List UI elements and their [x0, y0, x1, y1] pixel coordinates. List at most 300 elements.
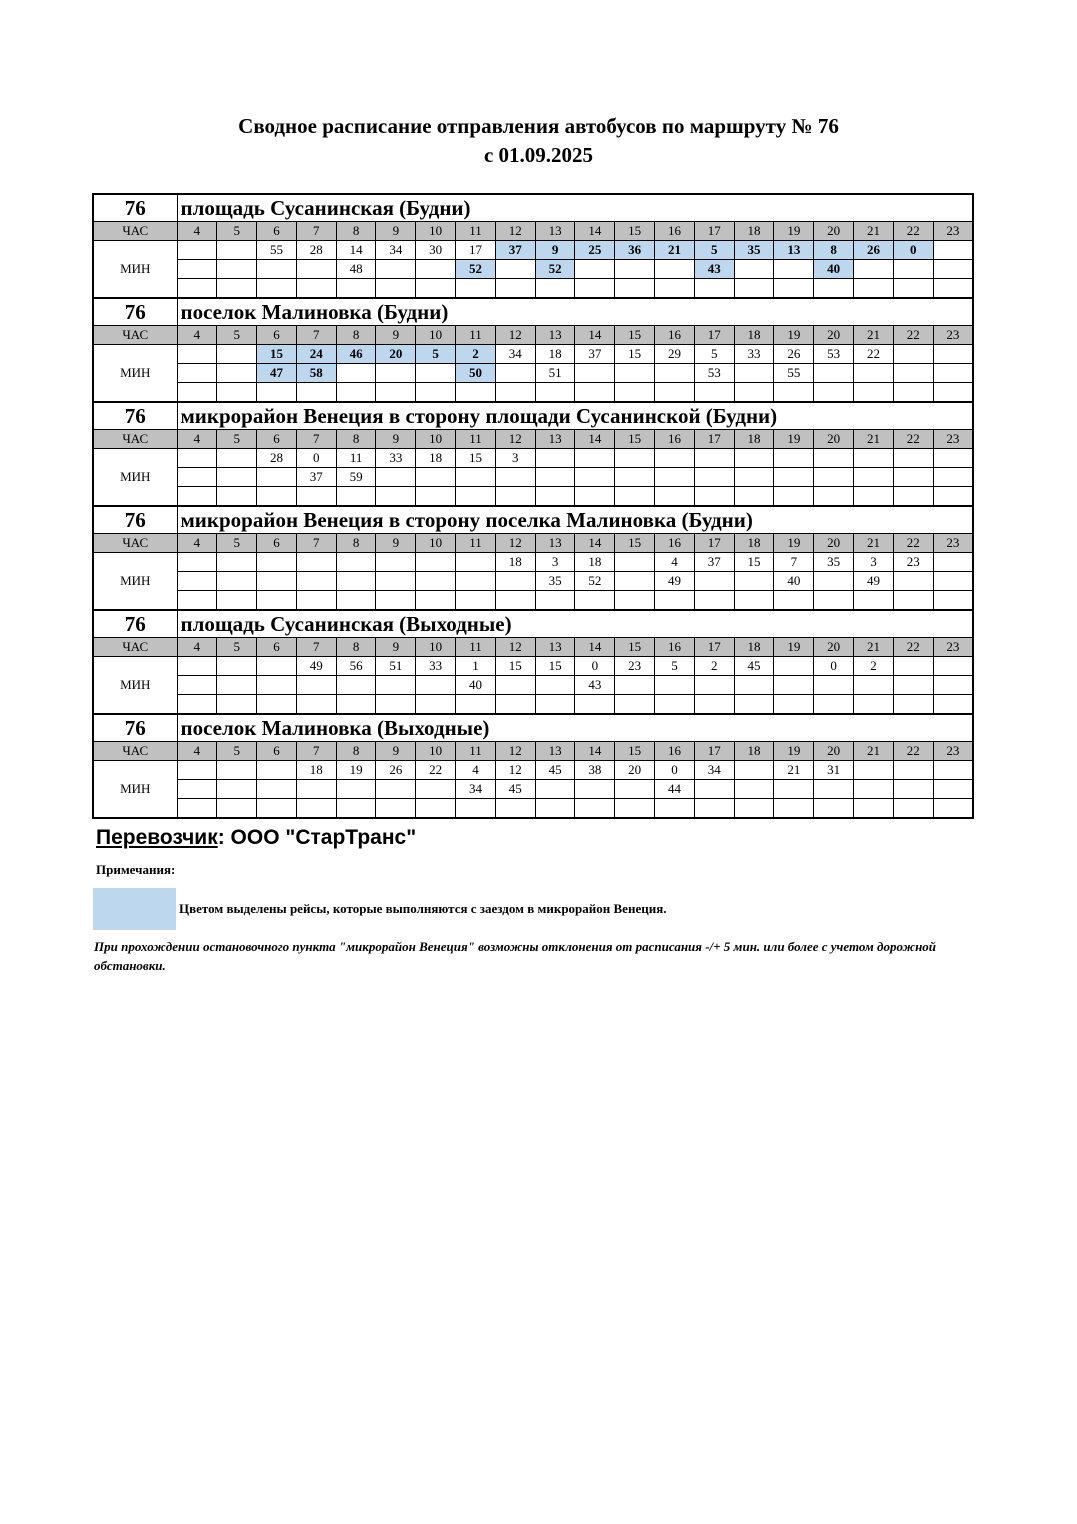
minute-row — [93, 761, 973, 780]
minute-cell: 33 — [734, 345, 774, 364]
hour-cell: 23 — [933, 638, 973, 657]
minute-cell — [694, 468, 734, 487]
hour-cell: 12 — [495, 638, 535, 657]
minute-row — [93, 260, 973, 279]
minute-cell — [495, 676, 535, 695]
route-name: площадь Сусанинская (Будни) — [177, 194, 973, 222]
hour-cell: 17 — [694, 638, 734, 657]
minute-cell — [814, 468, 854, 487]
minute-row — [93, 383, 973, 403]
hour-cell: 16 — [655, 534, 695, 553]
minute-cell — [933, 657, 973, 676]
minute-cell: 0 — [575, 657, 615, 676]
minute-cell: 49 — [296, 657, 336, 676]
minute-cell: 18 — [416, 449, 456, 468]
minute-cell: 34 — [694, 761, 734, 780]
minute-cell — [416, 780, 456, 799]
minute-cell — [774, 799, 814, 819]
minute-cell — [217, 468, 257, 487]
minute-cell — [854, 780, 894, 799]
minute-cell — [456, 279, 496, 299]
hour-cell: 14 — [575, 534, 615, 553]
hour-cell: 6 — [257, 430, 297, 449]
minute-cell — [734, 676, 774, 695]
minute-cell — [814, 695, 854, 715]
minute-cell: 20 — [615, 761, 655, 780]
minute-cell — [694, 780, 734, 799]
minute-cell — [933, 761, 973, 780]
minute-cell — [933, 260, 973, 279]
hour-cell: 13 — [535, 638, 575, 657]
hour-cell: 6 — [257, 326, 297, 345]
minute-label: МИН — [93, 345, 177, 403]
minute-cell — [854, 591, 894, 611]
minute-cell — [177, 657, 217, 676]
minute-cell — [575, 468, 615, 487]
minute-cell: 34 — [456, 780, 496, 799]
minute-cell — [217, 572, 257, 591]
minute-cell: 51 — [376, 657, 416, 676]
minute-cell: 23 — [615, 657, 655, 676]
minute-cell — [615, 487, 655, 507]
hour-cell: 4 — [177, 326, 217, 345]
minute-cell — [734, 468, 774, 487]
minute-cell: 22 — [854, 345, 894, 364]
hour-cell: 15 — [615, 742, 655, 761]
minute-cell — [336, 487, 376, 507]
minute-cell: 13 — [774, 241, 814, 260]
minute-cell — [655, 695, 695, 715]
minute-cell — [535, 279, 575, 299]
minute-cell — [296, 799, 336, 819]
hour-cell: 13 — [535, 742, 575, 761]
minute-cell — [495, 383, 535, 403]
hour-cell: 11 — [456, 326, 496, 345]
hour-cell: 18 — [734, 430, 774, 449]
route-name: поселок Малиновка (Будни) — [177, 298, 973, 326]
hour-cell: 17 — [694, 742, 734, 761]
hour-cell: 11 — [456, 742, 496, 761]
minute-cell: 15 — [734, 553, 774, 572]
minute-cell — [257, 657, 297, 676]
hour-cell: 20 — [814, 326, 854, 345]
minute-cell — [177, 449, 217, 468]
minute-cell — [774, 695, 814, 715]
minute-cell — [933, 799, 973, 819]
minute-cell — [893, 260, 933, 279]
minute-cell — [495, 279, 535, 299]
minute-cell: 47 — [257, 364, 297, 383]
hour-cell: 16 — [655, 326, 695, 345]
hour-row — [93, 222, 973, 241]
hour-cell: 17 — [694, 430, 734, 449]
hour-cell: 7 — [296, 742, 336, 761]
minute-cell — [854, 761, 894, 780]
minute-cell — [774, 591, 814, 611]
hour-cell: 5 — [217, 326, 257, 345]
minute-cell — [177, 487, 217, 507]
minute-cell — [177, 780, 217, 799]
hour-cell: 23 — [933, 534, 973, 553]
minute-cell — [933, 591, 973, 611]
minute-cell — [416, 383, 456, 403]
route-header — [93, 402, 973, 430]
hour-cell: 19 — [774, 430, 814, 449]
hour-cell: 19 — [774, 326, 814, 345]
minute-cell — [416, 279, 456, 299]
hour-cell: 20 — [814, 742, 854, 761]
minute-cell — [456, 487, 496, 507]
minute-cell — [416, 695, 456, 715]
minute-row — [93, 676, 973, 695]
hour-cell: 15 — [615, 430, 655, 449]
route-number: 76 — [93, 506, 177, 534]
minute-row — [93, 695, 973, 715]
hour-cell: 9 — [376, 430, 416, 449]
minute-cell — [933, 364, 973, 383]
hour-cell: 4 — [177, 222, 217, 241]
minute-cell — [495, 468, 535, 487]
minute-cell — [893, 279, 933, 299]
hour-cell: 23 — [933, 742, 973, 761]
minute-cell: 37 — [296, 468, 336, 487]
minute-cell — [694, 676, 734, 695]
minute-cell: 31 — [814, 761, 854, 780]
minute-cell: 15 — [257, 345, 297, 364]
minute-cell — [814, 591, 854, 611]
minute-cell — [814, 572, 854, 591]
hour-cell: 14 — [575, 326, 615, 345]
minute-cell — [734, 780, 774, 799]
minute-cell — [296, 279, 336, 299]
minute-cell — [655, 383, 695, 403]
minute-cell: 59 — [336, 468, 376, 487]
minute-cell — [774, 260, 814, 279]
minute-cell — [933, 279, 973, 299]
minute-cell — [615, 364, 655, 383]
hour-cell: 6 — [257, 742, 297, 761]
minute-cell — [535, 383, 575, 403]
minute-cell — [336, 553, 376, 572]
hour-cell: 18 — [734, 534, 774, 553]
minute-cell — [535, 487, 575, 507]
minute-cell — [734, 364, 774, 383]
hour-cell: 18 — [734, 222, 774, 241]
minute-cell — [655, 260, 695, 279]
page-title — [0, 112, 1077, 170]
minute-cell: 21 — [774, 761, 814, 780]
hour-cell: 6 — [257, 638, 297, 657]
minute-cell — [535, 799, 575, 819]
minute-cell — [336, 572, 376, 591]
minute-cell: 2 — [854, 657, 894, 676]
minute-cell: 49 — [854, 572, 894, 591]
minute-cell — [814, 383, 854, 403]
hour-cell: 10 — [416, 430, 456, 449]
hour-label: ЧАС — [93, 430, 177, 449]
hour-label: ЧАС — [93, 326, 177, 345]
minute-cell — [416, 260, 456, 279]
hour-cell: 13 — [535, 534, 575, 553]
route-header — [93, 506, 973, 534]
hour-cell: 8 — [336, 222, 376, 241]
minute-cell — [615, 383, 655, 403]
minute-cell — [257, 572, 297, 591]
minute-cell — [814, 487, 854, 507]
minute-row — [93, 449, 973, 468]
hour-cell: 23 — [933, 326, 973, 345]
minute-cell — [257, 383, 297, 403]
minute-cell: 1 — [456, 657, 496, 676]
hour-cell: 15 — [615, 534, 655, 553]
minute-cell — [535, 780, 575, 799]
minute-cell — [376, 695, 416, 715]
route-number: 76 — [93, 402, 177, 430]
minute-cell: 18 — [495, 553, 535, 572]
minute-cell — [217, 761, 257, 780]
minute-label: МИН — [93, 449, 177, 507]
minute-cell — [217, 364, 257, 383]
minute-cell: 29 — [655, 345, 695, 364]
hour-cell: 9 — [376, 222, 416, 241]
hour-cell: 5 — [217, 430, 257, 449]
carrier-label: Перевозчик — [96, 826, 218, 849]
hour-cell: 21 — [854, 222, 894, 241]
minute-cell — [734, 572, 774, 591]
minute-cell — [575, 695, 615, 715]
minute-cell: 35 — [814, 553, 854, 572]
minute-cell: 52 — [535, 260, 575, 279]
minute-cell: 55 — [257, 241, 297, 260]
route-number: 76 — [93, 714, 177, 742]
minute-cell — [814, 780, 854, 799]
minute-cell — [893, 761, 933, 780]
minute-cell — [854, 279, 894, 299]
minute-cell — [296, 487, 336, 507]
title-line-2: с 01.09.2025 — [483, 143, 594, 167]
minute-cell — [456, 468, 496, 487]
minute-cell — [296, 260, 336, 279]
minute-cell — [854, 487, 894, 507]
minute-cell: 18 — [575, 553, 615, 572]
hour-cell: 23 — [933, 222, 973, 241]
minute-cell — [655, 676, 695, 695]
minute-cell — [694, 572, 734, 591]
minute-cell — [177, 468, 217, 487]
minute-cell — [177, 676, 217, 695]
minute-cell — [336, 364, 376, 383]
minute-cell — [456, 591, 496, 611]
carrier — [96, 826, 416, 850]
minute-cell: 3 — [495, 449, 535, 468]
legend-text: Цветом выделены рейсы, которые выполняются с заездом в микрорайон Венеция. — [179, 901, 667, 916]
minute-cell: 23 — [893, 553, 933, 572]
minute-cell — [217, 260, 257, 279]
minute-cell: 5 — [655, 657, 695, 676]
minute-cell — [495, 364, 535, 383]
minute-cell: 58 — [296, 364, 336, 383]
route-number: 76 — [93, 610, 177, 638]
hour-cell: 8 — [336, 430, 376, 449]
minute-cell — [694, 449, 734, 468]
minute-cell — [217, 780, 257, 799]
minute-cell — [416, 591, 456, 611]
minute-cell — [217, 449, 257, 468]
minute-cell: 26 — [854, 241, 894, 260]
minute-cell: 35 — [535, 572, 575, 591]
minute-cell — [774, 383, 814, 403]
minute-cell — [734, 383, 774, 403]
minute-cell — [217, 345, 257, 364]
hour-cell: 10 — [416, 742, 456, 761]
minute-row — [93, 279, 973, 299]
minute-cell — [615, 279, 655, 299]
minute-cell — [854, 695, 894, 715]
minute-cell — [535, 695, 575, 715]
minute-cell — [296, 695, 336, 715]
hour-cell: 20 — [814, 534, 854, 553]
minute-cell: 49 — [655, 572, 695, 591]
minute-cell — [376, 487, 416, 507]
minute-cell — [893, 591, 933, 611]
minute-cell — [734, 260, 774, 279]
minute-cell: 45 — [734, 657, 774, 676]
minute-cell: 15 — [615, 345, 655, 364]
minute-cell: 33 — [416, 657, 456, 676]
minute-cell — [933, 695, 973, 715]
route-number: 76 — [93, 194, 177, 222]
minute-cell — [694, 383, 734, 403]
minute-cell: 34 — [376, 241, 416, 260]
hour-cell: 13 — [535, 222, 575, 241]
minute-label: МИН — [93, 657, 177, 715]
minute-cell: 24 — [296, 345, 336, 364]
hour-cell: 8 — [336, 742, 376, 761]
minute-cell: 52 — [456, 260, 496, 279]
minute-cell: 46 — [336, 345, 376, 364]
hour-cell: 23 — [933, 430, 973, 449]
minute-cell: 26 — [774, 345, 814, 364]
minute-cell: 43 — [694, 260, 734, 279]
minute-cell — [296, 591, 336, 611]
minute-cell — [734, 487, 774, 507]
hour-cell: 18 — [734, 638, 774, 657]
minute-cell: 5 — [416, 345, 456, 364]
hour-cell: 22 — [893, 742, 933, 761]
minute-cell — [615, 449, 655, 468]
minute-cell: 22 — [416, 761, 456, 780]
minute-cell — [615, 468, 655, 487]
minute-cell — [336, 695, 376, 715]
minute-cell: 51 — [535, 364, 575, 383]
minute-cell — [734, 695, 774, 715]
minute-cell — [575, 487, 615, 507]
minute-cell — [615, 553, 655, 572]
minute-cell: 19 — [336, 761, 376, 780]
hour-cell: 22 — [893, 326, 933, 345]
minute-cell — [336, 279, 376, 299]
minute-cell — [575, 780, 615, 799]
minute-cell — [854, 364, 894, 383]
minute-row — [93, 657, 973, 676]
route-header — [93, 298, 973, 326]
hour-label: ЧАС — [93, 222, 177, 241]
notes-label: Примечания: — [96, 862, 176, 877]
minute-cell — [575, 260, 615, 279]
hour-cell: 10 — [416, 638, 456, 657]
minute-cell — [257, 761, 297, 780]
minute-cell — [217, 553, 257, 572]
minute-cell — [893, 780, 933, 799]
minute-cell — [933, 241, 973, 260]
hour-cell: 4 — [177, 742, 217, 761]
hour-cell: 20 — [814, 638, 854, 657]
minute-cell — [893, 572, 933, 591]
minute-cell: 20 — [376, 345, 416, 364]
minute-cell — [217, 591, 257, 611]
minute-cell — [893, 487, 933, 507]
minute-cell — [177, 799, 217, 819]
minute-cell: 37 — [694, 553, 734, 572]
minute-cell — [456, 383, 496, 403]
minute-cell — [217, 695, 257, 715]
route-number: 76 — [93, 298, 177, 326]
minute-cell: 36 — [615, 241, 655, 260]
legend-color-swatch — [93, 888, 176, 930]
hour-cell: 19 — [774, 534, 814, 553]
minute-cell — [257, 695, 297, 715]
hour-cell: 5 — [217, 742, 257, 761]
minute-cell — [933, 780, 973, 799]
minute-cell: 4 — [655, 553, 695, 572]
minute-cell — [893, 799, 933, 819]
minute-cell — [893, 345, 933, 364]
hour-cell: 20 — [814, 430, 854, 449]
hour-cell: 6 — [257, 222, 297, 241]
hour-cell: 17 — [694, 222, 734, 241]
minute-cell — [416, 468, 456, 487]
minute-cell: 0 — [296, 449, 336, 468]
minute-cell — [694, 279, 734, 299]
minute-cell — [376, 799, 416, 819]
minute-cell — [854, 260, 894, 279]
minute-cell — [814, 364, 854, 383]
minute-cell — [217, 657, 257, 676]
minute-cell — [416, 364, 456, 383]
minute-cell: 33 — [376, 449, 416, 468]
minute-cell — [774, 468, 814, 487]
route-name: площадь Сусанинская (Выходные) — [177, 610, 973, 638]
hour-cell: 21 — [854, 326, 894, 345]
minute-cell — [854, 383, 894, 403]
minute-cell — [177, 553, 217, 572]
minute-cell: 12 — [495, 761, 535, 780]
minute-cell: 25 — [575, 241, 615, 260]
minute-cell: 18 — [296, 761, 336, 780]
minute-row — [93, 345, 973, 364]
minute-cell: 56 — [336, 657, 376, 676]
minute-cell — [376, 572, 416, 591]
hour-cell: 8 — [336, 326, 376, 345]
minute-cell: 45 — [495, 780, 535, 799]
hour-cell: 17 — [694, 534, 734, 553]
minute-cell — [177, 572, 217, 591]
minute-cell: 52 — [575, 572, 615, 591]
minute-cell — [893, 676, 933, 695]
hour-cell: 12 — [495, 742, 535, 761]
minute-cell — [257, 780, 297, 799]
minute-cell: 40 — [456, 676, 496, 695]
